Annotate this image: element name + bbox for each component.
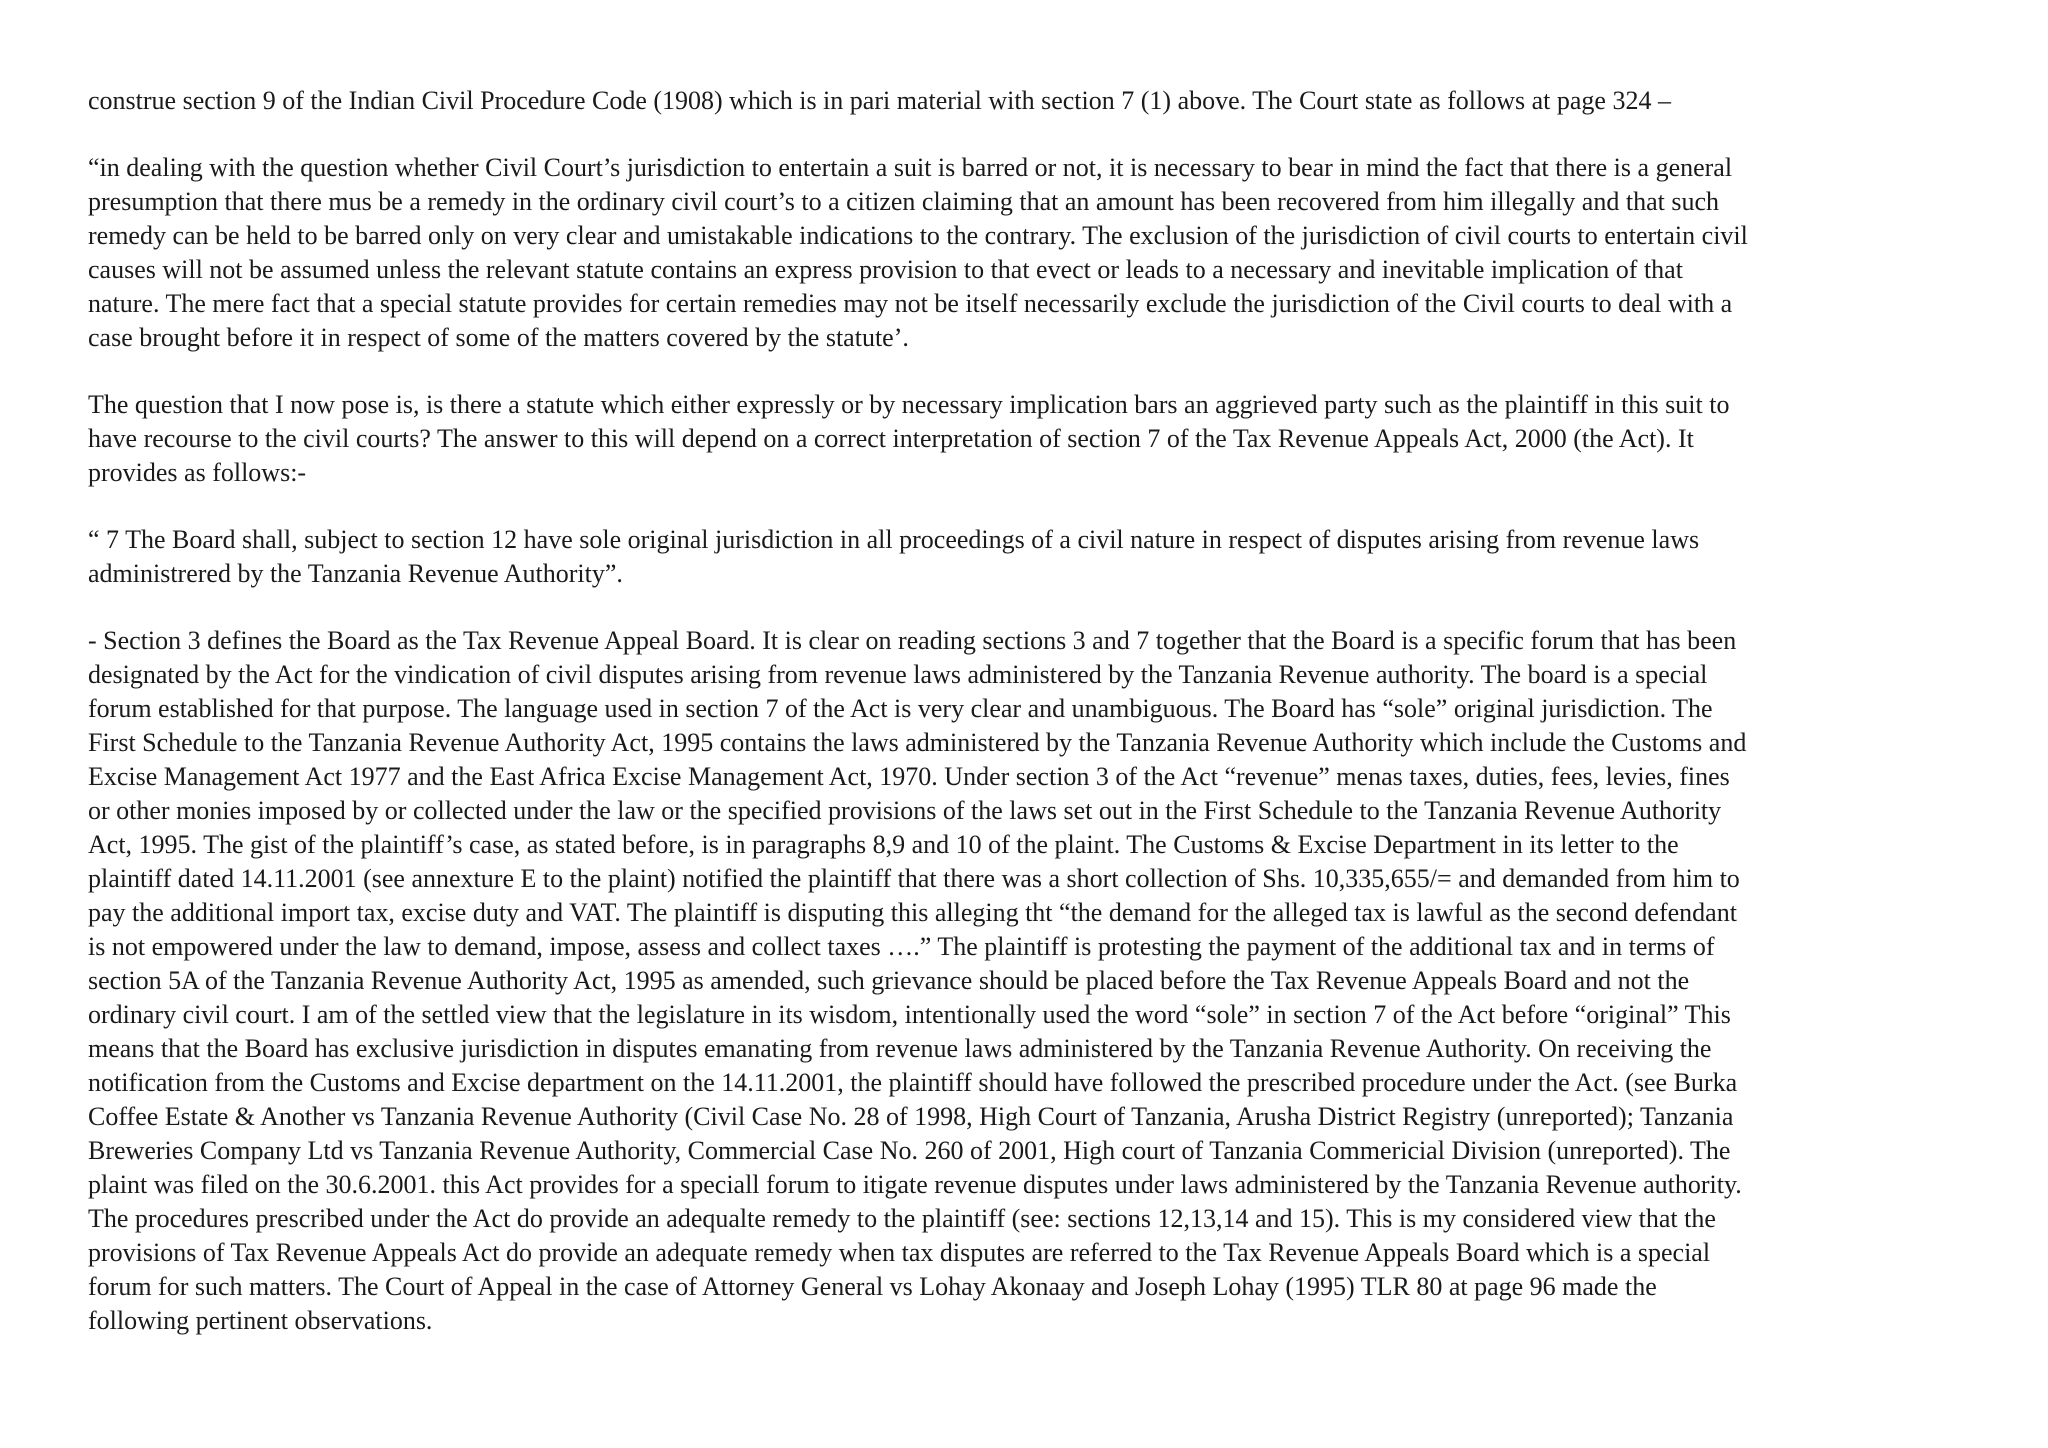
paragraph-analysis: - Section 3 defines the Board as the Tax Revenue Appeal Board. It is clear on reading sections 3 and 7 together that the Board is a specific forum that has been designated by the Act for the vindication of civil disputes arising from revenue laws administered by the Tanzania Revenue authority. The board is a special forum established for that purpose. The language used in section 7 of the Act is very clear and unambiguous. The Board has “sole” original jurisdiction. The First Schedule to the Tanzania Revenue Authority Act, 1995 contains the laws administered by the Tanzania Revenue Authority which include the Customs and Excise Management Act 1977 and the East Africa Excise Management Act, 1970. Under section 3 of the Act “revenue” menas taxes, duties, fees, levies, fines or other monies imposed by or collected under the law or the specified provisions of the laws set out in the First Schedule to the Tanzania Revenue Authority Act, 1995. The gist of the plaintiff’s case, as stated before, is in paragraphs 8,9 and 10 of the plaint. The Customs & Excise Department in its letter to the plaintiff dated 14.11.2001 (see annexture E to the plaint) notified the plaintiff that there was a short collection of Shs. 10,335,655/= and demanded from him to pay the additional import tax, excise duty and VAT. The plaintiff is disputing this alleging tht “the demand for the alleged tax is lawful as the second defendant is not empowered under the law to demand, impose, assess and collect taxes ….” The plaintiff is protesting the payment of the additional tax and in terms of section 5A of the Tanzania Revenue Authority Act, 1995 as amended, such grievance should be placed before the Tax Revenue Appeals Board and not the ordinary civil court. I am of the settled view that the legislature in its wisdom, intentionally used the word “sole” in section 7 of the Act before “original” This means that the Board has exclusive jurisdiction in disputes emanating from revenue laws administered by the Tanzania Revenue Authority. On receiving the notification from the Customs and Excise department on the 14.11.2001, the plaintiff should have followed the prescribed procedure under the Act. (see Burka Coffee Estate & Another vs Tanzania Revenue Authority (Civil Case No. 28 of 1998, High Court of Tanzania, Arusha District Registry (unreported); Tanzania Breweries Company Ltd vs Tanzania Revenue Authority, Commercial Case No. 260 of 2001, High court of Tanzania Commericial Division (unreported). The plaint was filed on the 30.6.2001. this Act provides for a speciall forum to itigate revenue disputes under laws administered by the Tanzania Revenue authority. The procedures prescribed under the Act do provide an adequalte remedy to the plaintiff (see: sections 12,13,14 and 15). This is my considered view that the provisions of Tax Revenue Appeals Act do provide an adequate remedy when tax disputes are referred to the Tax Revenue Appeals Board which is a special forum for such matters. The Court of Appeal in the case of Attorney General vs Lohay Akonaay and Joseph Lohay (1995) TLR 80 at page 96 made the following pertinent observations.: [88, 626, 1747, 1335]
document-body: [88, 84, 1988, 1338]
paragraph-section-7-quote: “ 7 The Board shall, subject to section 12 have sole original jurisdiction in all proceedings of a civil nature in respect of disputes arising from revenue laws administrered by the Tanzania Revenue Authority”.: [88, 525, 1700, 588]
paragraph-intro: construe section 9 of the Indian Civil Procedure Code (1908) which is in pari material with section 7 (1) above. The Court state as follows at page 324 –: [88, 86, 1671, 115]
paragraph-quotation: “in dealing with the question whether Civil Court’s jurisdiction to entertain a suit is barred or not, it is necessary to bear in mind the fact that there is a general presumption that there mus be a remedy in the ordinary civil court’s to a citizen claiming that an amount has been recovered from him illegally and that such remedy can be held to be barred only on very clear and umistakable indications to the contrary. The exclusion of the jurisdiction of civil courts to entertain civil causes will not be assumed unless the relevant statute contains an express provision to that evect or leads to a necessary and inevitable implication of that nature. The mere fact that a special statute provides for certain remedies may not be itself necessarily exclude the jurisdiction of the Civil courts to deal with a case brought before it in respect of some of the matters covered by the statute’.: [88, 153, 1748, 352]
paragraph-question: The question that I now pose is, is there a statute which either expressly or by necessary implication bars an aggrieved party such as the plaintiff in this suit to have recourse to the civil courts? The answer to this will depend on a correct interpretation of section 7 of the Tax Revenue Appeals Act, 2000 (the Act). It provides as follows:-: [88, 390, 1730, 487]
